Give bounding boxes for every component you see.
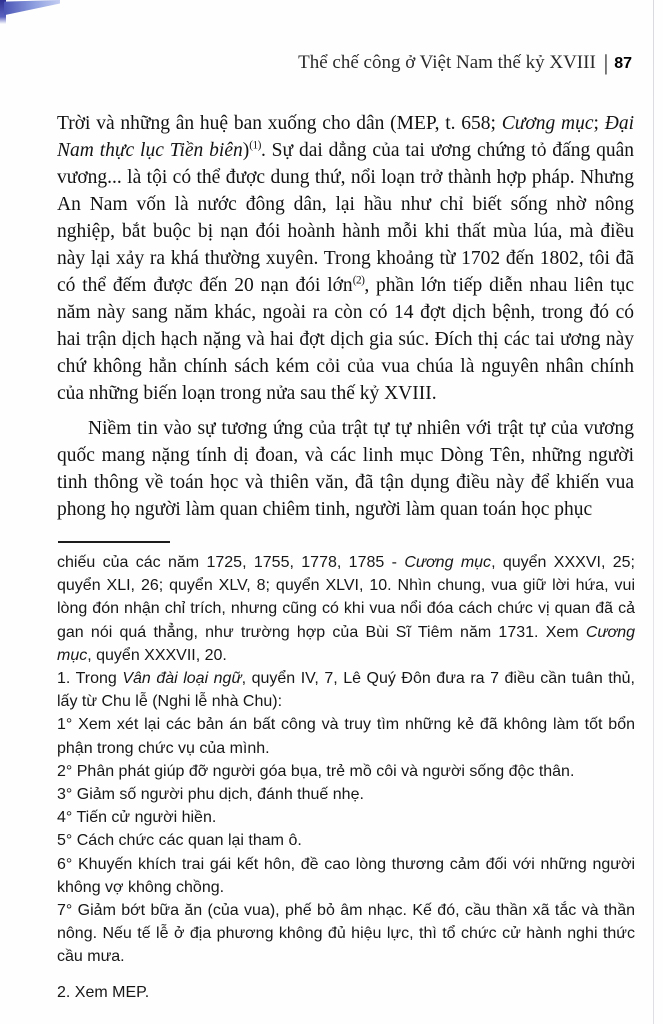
- pen-mark: [0, 0, 62, 30]
- footnote-2: 2. Xem MEP.: [57, 983, 150, 1001]
- header-separator: |: [603, 50, 609, 75]
- footnote-1-item-2: 2° Phân phát giúp đỡ người góa bụa, trẻ mồ côi và người sống độc thân.: [57, 762, 575, 780]
- footnote-continuation: chiếu của các năm 1725, 1755, 1778, 1785 - Cương mục, quyển XXXVI, 25; quyển XLI, 26; quyển XLV, 8; quyển XLVI, 10. Nhìn chung, vua giữ lời hứa, vui lòng đón nhận chỉ trích, nhưng cũng có khi vua nổi đóa cách chức vị quan đã cả gan nói quá thẳng, như trường hợp của Bùi Sĩ Tiêm năm 1731. Xem Cương mục, quyển XXXVII, 20.: [57, 554, 635, 664]
- page-number: 87: [614, 55, 632, 72]
- body-paragraph-2: Niềm tin vào sự tương ứng của trật tự tự nhiên với trật tự của vương quốc mang nặng tính dị đoan, và các linh mục Dòng Tên, những người tinh thông về toán học và thiên văn, đã tận dụng điều này để khiến vua phong họ người làm quan chiêm tinh, người làm quan toán học phục: [57, 418, 634, 520]
- footnote-1-intro: 1. Trong Vân đài loại ngữ, quyển IV, 7, Lê Quý Đôn đưa ra 7 điều cần tuân thủ, lấy từ Chu lễ (Nghi lễ nhà Chu):: [57, 670, 635, 711]
- page-edge-line: [653, 0, 654, 1024]
- footnote-1-item-6: 6° Khuyến khích trai gái kết hôn, đề cao lòng thương cảm đối với những người không vợ không chồng.: [57, 855, 635, 896]
- running-header: [57, 50, 632, 76]
- pen-mark-wedge: [4, 0, 60, 16]
- body-text: [57, 110, 634, 542]
- footnote-1-item-1: 1° Xem xét lại các bản án bất công và truy tìm những kẻ đã không làm tốt bổn phận trong chức vụ của mình.: [57, 716, 635, 757]
- footnote-rule: [58, 541, 170, 543]
- footnote-1-item-5: 5° Cách chức các quan lại tham ô.: [57, 832, 302, 850]
- body-paragraph-1: Trời và những ân huệ ban xuống cho dân (MEP, t. 658; Cương mục; Đại Nam thực lục Tiền biên)$^{(1)}$. Sự dai dẳng của tai ương chứng tỏ đấng quân vương... là tội có thể được dung thứ, nổi loạn trở thành hợp pháp. Nhưng An Nam vốn là nước đông dân, lại hầu như chỉ biết sống nhờ nông nghiệp, bắt buộc bị nạn đói hoành hành mỗi khi thất mùa lúa, mà điều này lại xảy ra khá thường xuyên. Trong khoảng từ 1702 đến 1802, tôi đã có thể đếm được đến 20 nạn đói lớn$^{(2)}$, phần lớn tiếp diễn nhau liên tục năm này sang năm khác, ngoài ra còn có 14 đợt dịch bệnh, trong đó có hai trận dịch hạch nặng và hai đợt dịch gia súc. Đích thị các tai ương này chứ không hẳn chính sách kém cỏi của vua chúa là nguyên nhân chính của những biến loạn trong nửa sau thế kỷ XVIII.: [57, 113, 634, 404]
- chapter-title: Thể chế công ở Việt Nam thế kỷ XVIII: [298, 52, 596, 73]
- footnote-1-item-3: 3° Giảm số người phu dịch, đánh thuế nhẹ.: [57, 786, 364, 804]
- footnote-1-item-7: 7° Giảm bớt bữa ăn (của vua), phế bỏ âm nhạc. Kế đó, cầu thần xã tắc và thần nông. Nếu tế lễ ở địa phương không đủ hiệu lực, thì tổ chức cử hành nghi thức cầu mưa.: [57, 902, 635, 966]
- footnotes: [57, 551, 635, 1004]
- footnote-1-item-4: 4° Tiến cử người hiền.: [57, 809, 217, 827]
